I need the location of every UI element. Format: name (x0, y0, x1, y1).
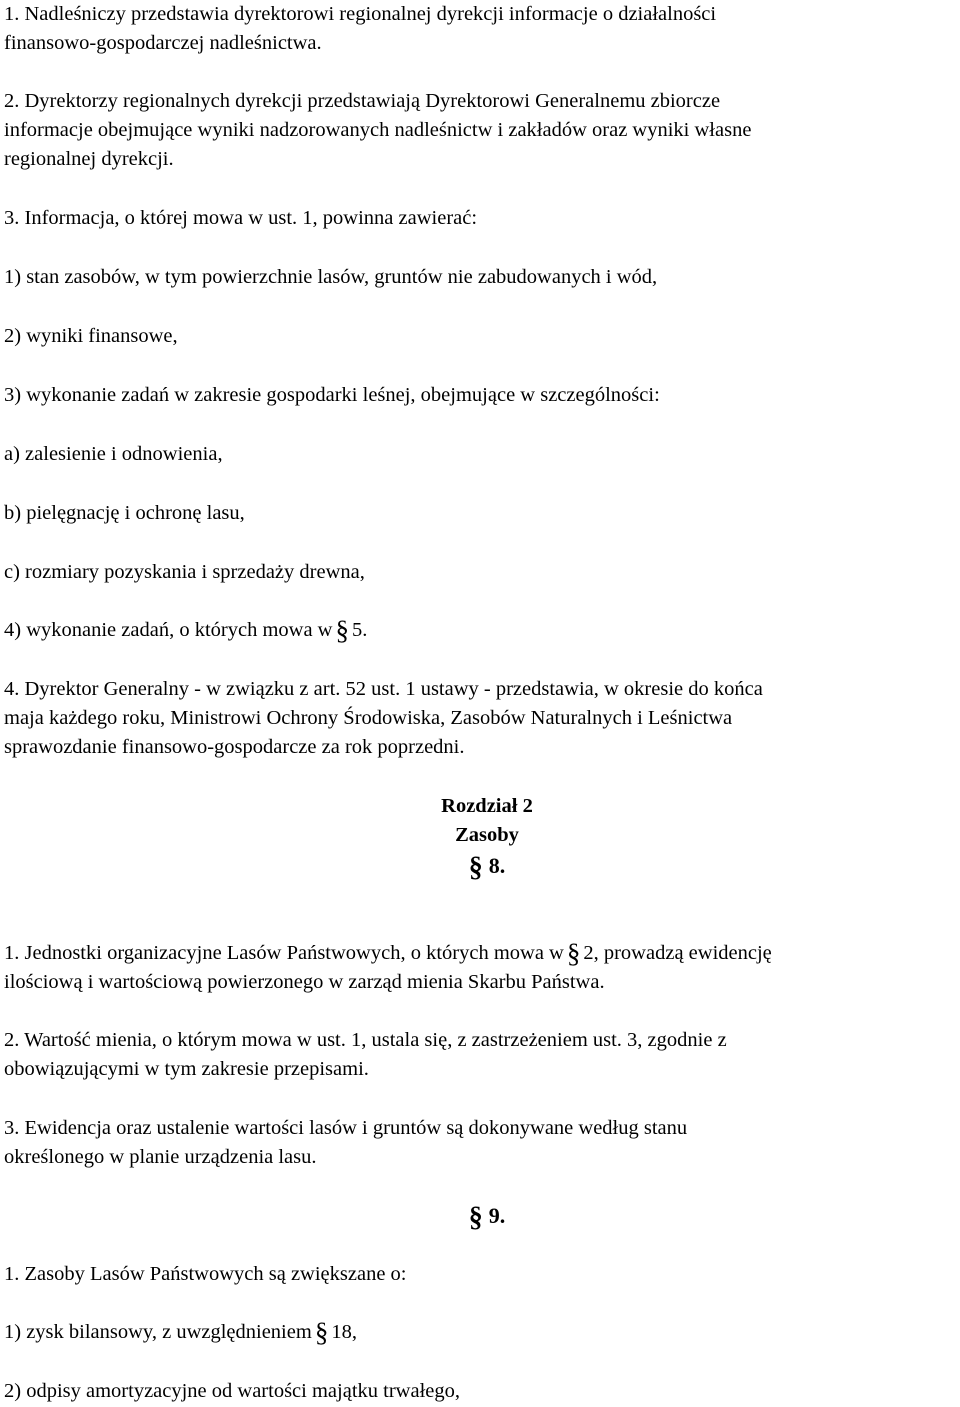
list-item-3: 3) wykonanie zadań w zakresie gospodarki leśnej, obejmujące w szczególności: (4, 384, 660, 406)
chapter-title: Rozdział 2 (441, 795, 533, 817)
paragraph-2-line-2: informacje obejmujące wyniki nadzorowanych nadleśnictw i zakładów oraz wyniki własne (4, 119, 752, 141)
list-item-4-text: 4) wykonanie zadań, o których mowa w (4, 619, 333, 641)
list-item-c: c) rozmiary pozyskania i sprzedaży drewna, (4, 561, 365, 583)
list-item-1: 1) stan zasobów, w tym powierzchnie lasów, gruntów nie zabudowanych i wód, (4, 266, 658, 288)
section-symbol: § (335, 615, 349, 645)
section-8-number: 8. (488, 853, 506, 878)
paragraph-4-line-1: 4. Dyrektor Generalny - w związku z art. 52 ust. 1 ustawy - przedstawia, w okresie do końca (4, 678, 763, 700)
section-symbol: § (566, 938, 581, 968)
section-symbol: § (468, 852, 483, 883)
list-item-b: b) pielęgnację i ochronę lasu, (4, 502, 245, 524)
section-9-list-item-1-ref: 18, (331, 1321, 357, 1343)
paragraph-2-line-1: 2. Dyrektorzy regionalnych dyrekcji przedstawiają Dyrektorowi Generalnemu zbiorcze (4, 90, 721, 112)
paragraph-2-line-3: regionalnej dyrekcji. (4, 148, 174, 170)
paragraph-3: 3. Informacja, o której mowa w ust. 1, powinna zawierać: (4, 207, 478, 229)
paragraph-1-line-2: finansowo-gospodarczej nadleśnictwa. (4, 32, 322, 54)
section-9-list-item-2: 2) odpisy amortyzacyjne od wartości majątku trwałego, (4, 1380, 460, 1402)
paragraph-4-line-3: sprawozdanie finansowo-gospodarcze za rok poprzedni. (4, 736, 465, 758)
section-8-paragraph-2-line-1: 2. Wartość mienia, o którym mowa w ust. 1, ustala się, z zastrzeżeniem ust. 3, zgodnie z (4, 1029, 727, 1051)
list-item-a: a) zalesienie i odnowienia, (4, 443, 223, 465)
section-9-list-item-1 (4, 1318, 357, 1347)
section-9-list-item-1-text: 1) zysk bilansowy, z uwzględnieniem (4, 1321, 312, 1343)
section-8-paragraph-1-text-after: 2, prowadzą ewidencję (583, 942, 772, 964)
chapter-subtitle: Zasoby (455, 824, 519, 846)
section-8-paragraph-1-line-1 (4, 939, 772, 968)
section-9-heading (4, 1201, 960, 1232)
section-9-paragraph-1: 1. Zasoby Lasów Państwowych są zwiększane o: (4, 1263, 407, 1285)
list-item-4 (4, 616, 367, 645)
section-8-paragraph-3-line-2: określonego w planie urządzenia lasu. (4, 1146, 317, 1168)
section-9-number: 9. (488, 1203, 506, 1228)
section-8-paragraph-3-line-1: 3. Ewidencja oraz ustalenie wartości lasów i gruntów są dokonywane według stanu (4, 1117, 688, 1139)
section-8-paragraph-1-text: 1. Jednostki organizacyjne Lasów Państwowych, o których mowa w (4, 942, 564, 964)
section-8-paragraph-2-line-2: obowiązującymi w tym zakresie przepisami. (4, 1058, 369, 1080)
paragraph-4-line-2: maja każdego roku, Ministrowi Ochrony Środowiska, Zasobów Naturalnych i Leśnictwa (4, 707, 733, 729)
section-symbol: § (468, 1202, 483, 1233)
list-item-2: 2) wyniki finansowe, (4, 325, 178, 347)
paragraph-1-line-1: 1. Nadleśniczy przedstawia dyrektorowi regionalnej dyrekcji informacje o działalności (4, 3, 717, 25)
section-symbol: § (314, 1317, 329, 1347)
section-8-paragraph-1-line-2: ilościową i wartościową powierzonego w zarząd mienia Skarbu Państwa. (4, 971, 605, 993)
section-8-heading (4, 851, 960, 882)
section-reference: 5. (351, 619, 368, 641)
